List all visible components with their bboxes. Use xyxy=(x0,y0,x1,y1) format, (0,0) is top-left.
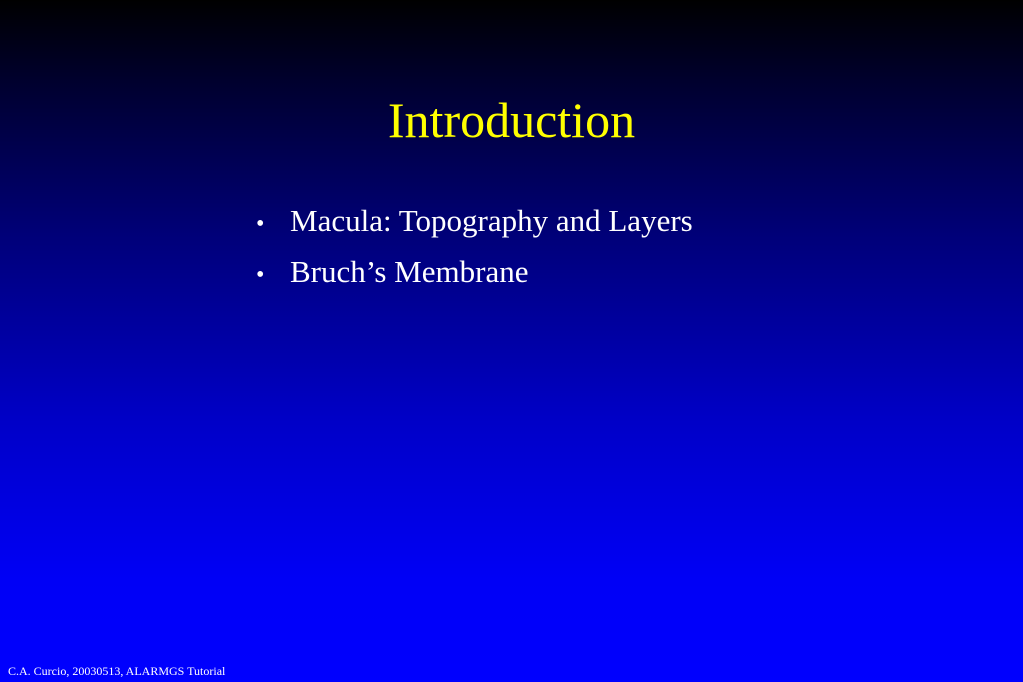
bullet-item-bruchs-membrane xyxy=(256,248,693,299)
bullet-point-icon: • xyxy=(256,211,265,237)
slide-footer: C.A. Curcio, 20030513, ALARMGS Tutorial xyxy=(8,664,226,678)
bullet-text: Bruch’s Membrane xyxy=(290,254,529,289)
bullet-point-icon: • xyxy=(256,262,265,288)
bullet-list xyxy=(256,197,693,299)
slide-title: Introduction xyxy=(387,92,636,148)
bullet-text: Macula: Topography and Layers xyxy=(290,203,693,238)
bullet-item-macula xyxy=(256,197,693,248)
